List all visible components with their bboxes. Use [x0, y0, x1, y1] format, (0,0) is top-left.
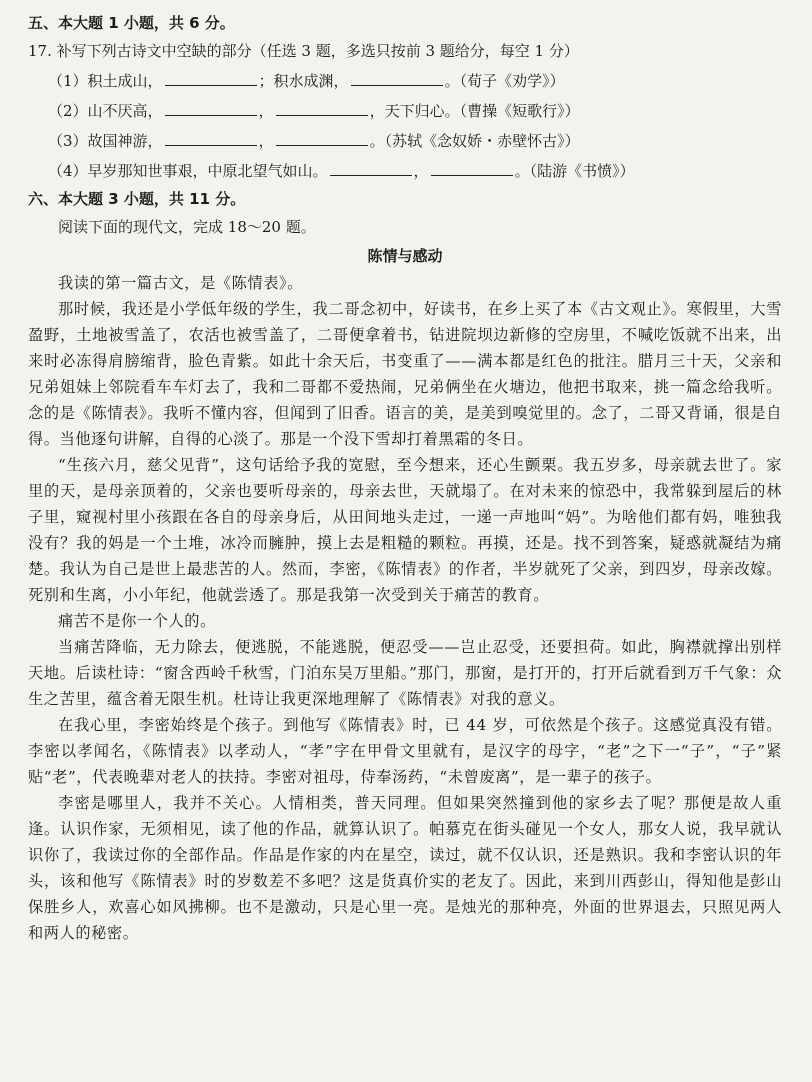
- article-paragraph-6: 在我心里，李密始终是个孩子。到他写《陈情表》时，已 44 岁，可依然是个孩子。这感觉真没有错。李密以孝闻名，《陈情表》以孝动人，“孝”字在甲骨文里就有，是汉字的母字，“老”之下一“子”，“子”紧贴“老”，代表晚辈对老人的扶持。李密对祖母，侍奉汤药，“未曾废离”，是一辈子的孩子。: [28, 716, 782, 786]
- article-paragraph-2: 那时候，我还是小学低年级的学生，我二哥念初中，好读书，在乡上买了本《古文观止》。寒假里，大雪盈野，土地被雪盖了，农活也被雪盖了，二哥便拿着书，钻进院坝边新修的空房里，不喊吃饭就不出来，出来时必冻得肩膀缩背，脸色青紫。如此十余天后，书变重了——满本都是红色的批注。腊月三十天，父亲和兄弟姐妹上邻院看车车灯去了，我和二哥都不爱热闹，兄弟俩坐在火塘边，他把书取来，挑一篇念给我听。念的是《陈情表》。我听不懂内容，但闻到了旧香。语言的美，是美到嗅觉里的。念了，二哥又背诵，很是自得。当他逐句讲解，自得的心淡了。那是一个没下雪却打着黑霜的冬日。: [28, 300, 782, 448]
- question-17-item-1: [48, 66, 782, 96]
- article-paragraph-5: 当痛苦降临，无力除去，便逃脱，不能逃脱，便忍受——岂止忍受，还要担荷。如此，胸襟就撑出别样天地。后读杜诗：“窗含西岭千秋雪，门泊东吴万里船。”那门，那窗，是打开的，打开后就看到万千气象：众生之苦里，蕴含着无限生机。杜诗让我更深地理解了《陈情表》对我的意义。: [28, 638, 782, 708]
- item-text-a: （4）早岁那知世事艰，中原北望气如山。: [48, 162, 328, 180]
- question-17-item-2: [48, 96, 782, 126]
- article-paragraph-7: 李密是哪里人，我并不关心。人情相类，普天同理。但如果突然撞到他的家乡去了呢？那便是故人重逢。认识作家，无须相见，读了他的作品，就算认识了。帕慕克在街头碰见一个女人，那女人说，我早就认识你了，我读过你的全部作品。作品是作家的内在星空，读过，就不仅认识，还是熟识。我和李密认识的年头，该和他写《陈情表》时的岁数差不多吧？这是货真价实的老友了。因此，来到川西彭山，得知他是彭山保胜乡人，欢喜心如风拂柳。也不是激动，只是心里一亮。是烛光的那种亮，外面的世界退去，只照见两人和两人的秘密。: [28, 794, 782, 942]
- item-text-c: ，天下归心。（曹操《短歌行》）: [369, 102, 580, 120]
- article-title: 陈情与感动: [367, 247, 443, 265]
- item-text-b: ，: [413, 162, 429, 180]
- article-paragraph-1: 我读的第一篇古文，是《陈情表》。: [58, 274, 303, 292]
- question-17-stem: 17. 补写下列古诗文中空缺的部分（任选 3 题，多选只按前 3 题给分，每空 1 分）: [28, 42, 579, 60]
- item-text-a: （1）积土成山，: [48, 72, 163, 90]
- answer-blank[interactable]: [351, 71, 443, 86]
- answer-blank[interactable]: [165, 131, 257, 146]
- item-text-a: （3）故国神游，: [48, 132, 163, 150]
- item-text-c: 。（苏轼《念奴娇・赤壁怀古》）: [369, 132, 580, 150]
- answer-blank[interactable]: [330, 161, 412, 176]
- answer-blank[interactable]: [276, 131, 368, 146]
- reading-instructions: 阅读下面的现代文，完成 18～20 题。: [58, 218, 316, 236]
- section-5-heading: 五、本大题 1 小题，共 6 分。: [28, 14, 235, 32]
- item-text-c: 。（陆游《书愤》）: [514, 162, 635, 180]
- article-paragraph-4: 痛苦不是你一个人的。: [58, 612, 216, 630]
- question-17-item-3: [48, 126, 782, 156]
- answer-blank[interactable]: [431, 161, 513, 176]
- answer-blank[interactable]: [165, 101, 257, 116]
- item-text-b: ；积水成渊，: [258, 72, 349, 90]
- answer-blank[interactable]: [165, 71, 257, 86]
- item-text-a: （2）山不厌高，: [48, 102, 163, 120]
- section-6-heading: 六、本大题 3 小题，共 11 分。: [28, 190, 246, 208]
- item-text-b: ，: [258, 102, 274, 120]
- item-text-b: ，: [258, 132, 274, 150]
- item-text-c: 。（荀子《劝学》）: [444, 72, 565, 90]
- article-paragraph-3: “生孩六月，慈父见背”，这句话给予我的宽慰，至今想来，还心生颤栗。我五岁多，母亲就去世了。家里的天，是母亲顶着的，父亲也要听母亲的，母亲去世，天就塌了。在对未来的惊恐中，我常躲到屋后的林子里，窥视村里小孩跟在各自的母亲身后，从田间地头走过，一递一声地叫“妈”。为啥他们都有妈，唯独我没有？我的妈是一个土堆，冰冷而臃肿，摸上去是粗糙的颗粒。再摸，还是。找不到答案，疑惑就凝结为痛楚。我认为自己是世上最悲苦的人。然而，李密，《陈情表》的作者，半岁就死了父亲，到四岁，母亲改嫁。死别和生离，小小年纪，他就尝透了。那是我第一次受到关于痛苦的教育。: [28, 456, 782, 604]
- question-17-item-4: [48, 156, 782, 186]
- answer-blank[interactable]: [276, 101, 368, 116]
